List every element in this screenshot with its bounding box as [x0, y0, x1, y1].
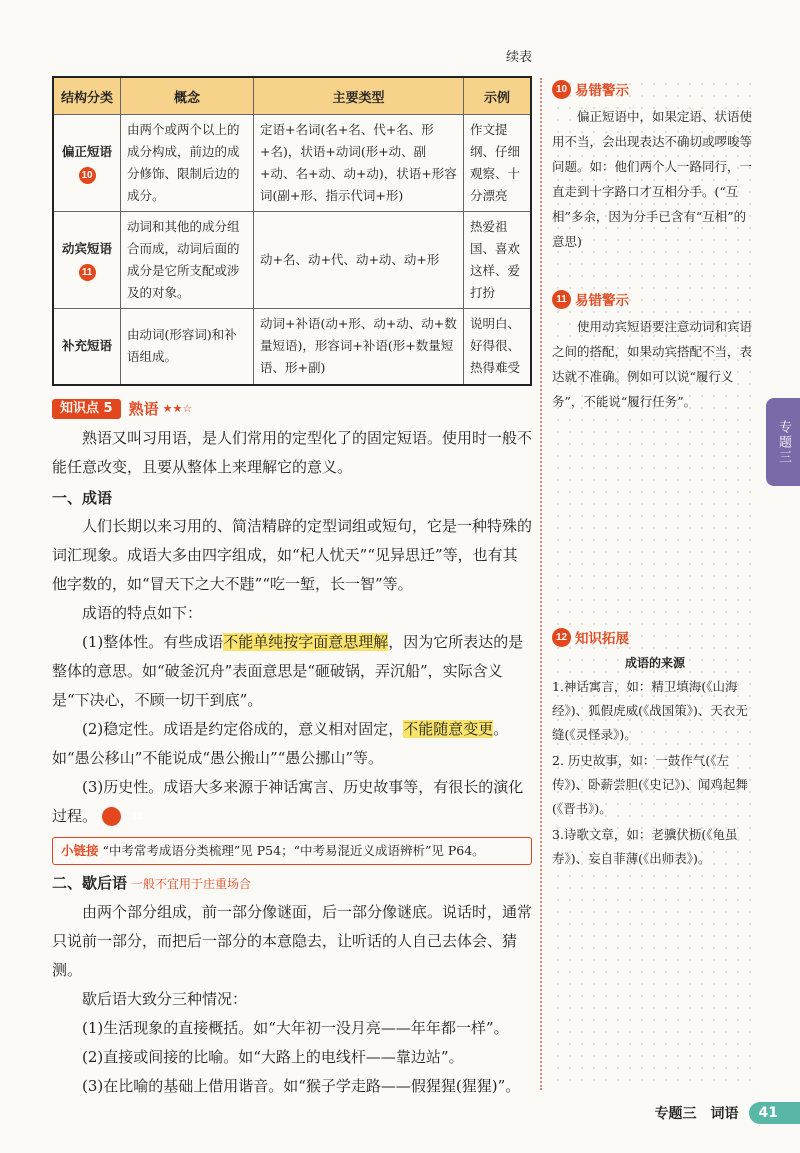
knowledge-point-title: 熟语 — [128, 400, 159, 418]
phrase-structure-table — [52, 76, 532, 386]
note-marker: 10 — [79, 167, 96, 184]
intro-paragraph: 熟语又叫习用语，是人们常用的定型化了的固定短语。使用时一般不能任意改变，且要从整体上来理解它的意义。 — [52, 428, 533, 476]
note-marker: 11 — [79, 264, 96, 281]
row-examples: 热爱祖国、喜欢这样、爱打扮 — [464, 212, 532, 309]
row-types: 定语+名词(名+名、代+名、形+名)，状语+动词(形+动、副+动、名+动、动+动)，状语+形容词(副+形、指示代词+形) — [254, 115, 464, 212]
footer-section: 专题三 词语 — [654, 1106, 739, 1122]
xiehouyu-case: (1)生活现象的直接概括。如“大年初一没月亮——年年都一样”。 — [82, 1018, 509, 1037]
column-divider — [540, 78, 542, 1090]
header-examples: 示例 — [464, 77, 532, 115]
xiehouyu-definition: 由两个部分组成，前一部分像谜面，后一部分像谜底。说话时，通常只说前一部分，而把后一部分的本意隐去，让听话的人自己去体会、猜测。 — [52, 902, 533, 979]
small-link-text: “中考常考成语分类梳理”见 P54；“中考易混近义成语辨析”见 P64。 — [102, 842, 485, 858]
xiehouyu-case: (3)在比喻的基础上借用谐音。如“猴子学走路——假猩猩(猩猩)”。 — [82, 1076, 521, 1095]
list-item: 3.诗歌文章，如：老骥伏枥(《龟虽寿》)、妄自菲薄(《出师表》)。 — [552, 827, 738, 866]
warning-10-text: 偏正短语中，如果定语、状语使用不当，会出现表达不确切或啰唆等问题。如：他们两个人一路同行，一直走到十字路口才互相分手。(“互相”多余，因为分手已含有“互相”的意思) — [552, 109, 753, 249]
note-marker: 12 — [102, 807, 121, 826]
feature-history — [52, 773, 532, 831]
sidebar-heading — [552, 288, 758, 310]
row-types: 动+名、动+代、动+动、动+形 — [254, 212, 464, 309]
link-icon-label: 小链接 — [61, 842, 99, 858]
highlight-text: 不能随意变更 — [403, 719, 494, 738]
page-footer — [655, 1101, 800, 1125]
row-types: 动词+补语(动+形、动+动、动+数量短语)，形容词+补语(形+数量短语、形+副) — [254, 309, 464, 385]
note-marker: 10 — [552, 80, 571, 99]
sidebar — [552, 78, 758, 1090]
row-concept: 动词和其他的成分组合而成，动词后面的成分是它所支配或涉及的对象。 — [121, 212, 254, 309]
heading-text: 知识拓展 — [575, 631, 629, 647]
idiom-definition: 人们长期以来习用的、简洁精辟的定型词组或短句，它是一种特殊的词汇现象。成语大多由四字组成，如“杞人忧天”“见异思迁”等，也有其他字数的，如“冒天下之大不韪”“吃一堑，长一智”等。 — [52, 516, 533, 593]
header-types: 主要类型 — [254, 77, 464, 115]
warning-11-text: 使用动宾短语要注意动词和宾语之间的搭配，如果动宾搭配不当，表达就不准确。例如可以说“履行义务”，不能说“履行任务”。 — [552, 319, 753, 409]
page-number: 41 — [749, 1102, 800, 1124]
table-row — [53, 309, 531, 385]
sidebar-heading — [552, 626, 758, 648]
feature-stability — [52, 715, 532, 773]
xiehouyu-case: (2)直接或间接的比喻。如“大路上的电线杆——靠边站”。 — [82, 1047, 464, 1066]
small-link-box — [52, 837, 532, 865]
note-marker: 12 — [552, 628, 571, 647]
feature-text: 。如“愚公移山”不能说成“愚公搬山”“愚公挪山”等。 — [52, 719, 509, 767]
heading-text: 易错警示 — [575, 293, 629, 309]
feature-text: (1)整体性。有些成语 — [82, 632, 224, 651]
idiom-features-intro: 成语的特点如下： — [82, 603, 203, 622]
sidebar-heading — [552, 78, 758, 100]
list-item: 2. 历史故事，如：一鼓作气(《左传》)、卧薪尝胆(《史记》)、闻鸡起舞(《晋书》)。 — [552, 753, 748, 816]
table-row — [53, 212, 531, 309]
knowledge-point-badge: 知识点 5 — [52, 399, 121, 419]
extension-subtitle: 成语的来源 — [624, 656, 685, 670]
feature-text: ，因为它所表达的是整体的意思。如“破釜沉舟”表面意思是“砸破锅，弄沉船”，实际含义是“下决心，不顾一切干到底”。 — [52, 632, 524, 709]
row-category: 偏正短语 — [61, 144, 112, 159]
section-heading-idioms: 一、成语 — [52, 488, 113, 507]
note-marker: 11 — [552, 290, 571, 309]
header-category: 结构分类 — [53, 77, 121, 115]
row-category-cell — [53, 212, 121, 309]
knowledge-point-header — [52, 398, 532, 420]
row-examples: 说明白、好得很、热得难受 — [464, 309, 532, 385]
row-concept: 由动词(形容词)和补语组成。 — [121, 309, 254, 385]
feature-text: (3)历史性。成语大多来源于神话寓言、历史故事等，有很长的演化过程。 — [52, 777, 524, 825]
xiehouyu-cases-intro: 歇后语大致分三种情况： — [82, 989, 248, 1008]
table-row — [53, 115, 531, 212]
section-heading-xiehouyu — [52, 869, 532, 898]
row-category: 补充短语 — [53, 309, 121, 385]
feature-wholeness — [52, 628, 532, 715]
margin-annotation: 一般不宜用于庄重场合 — [131, 876, 252, 891]
row-examples: 作文提纲、仔细观察、十分漂亮 — [464, 115, 532, 212]
heading-text: 二、歇后语 — [52, 873, 128, 892]
main-column — [52, 48, 532, 1101]
highlight-text: 不能单纯按字面意思理解 — [223, 632, 389, 651]
star-rating-icon: ★★☆ — [162, 402, 193, 415]
row-category-cell — [53, 115, 121, 212]
row-category: 动宾短语 — [61, 241, 112, 256]
row-concept: 由两个或两个以上的成分构成，前边的成分修饰、限制后边的成分。 — [121, 115, 254, 212]
feature-text: (2)稳定性。成语是约定俗成的，意义相对固定， — [82, 719, 404, 738]
header-concept: 概念 — [121, 77, 254, 115]
heading-text: 易错警示 — [575, 83, 629, 99]
continued-label: 续表 — [505, 50, 532, 65]
chapter-tab: 专题三 — [766, 398, 800, 486]
list-item: 1.神话寓言，如：精卫填海(《山海经》)、狐假虎威(《战国策》)、天衣无缝(《灵怪录》)。 — [552, 679, 748, 742]
